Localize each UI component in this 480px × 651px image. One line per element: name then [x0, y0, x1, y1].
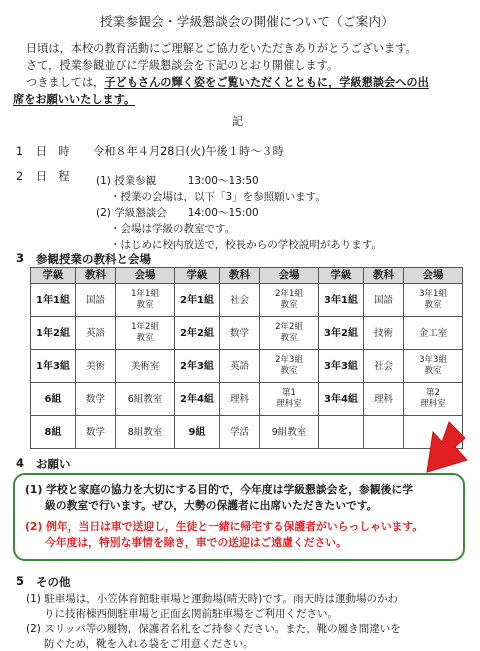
table-cell: 技術 — [364, 317, 404, 350]
notice-line-2: 級の教室で行います。ぜひ，大勢の保護者に出席いただきたいです。 — [45, 499, 378, 512]
table-row — [31, 284, 463, 317]
intro-line-3 — [26, 74, 429, 91]
table-cell: 3年3組 — [319, 350, 364, 383]
table-cell — [319, 416, 364, 449]
sec5-line-3: (2) スリッパ等の履物，保護者名札をご持参ください。また，靴の履き間違いを — [26, 623, 401, 635]
notice-line-4: 今年度は，特別な事情を除き，車での送迎はご遠慮ください。 — [45, 536, 347, 549]
table-cell: 2年2組 教室 — [260, 317, 319, 350]
table-cell: 1年3組 — [31, 350, 76, 383]
sec3-heading: 参観授業の教科と会場 — [36, 252, 151, 266]
sec2-item-5: ・はじめに校内放送で，校長からの学校説明があります。 — [110, 239, 382, 251]
sec2-item-1: (1) 授業参観 13:00～13:50 — [96, 175, 259, 187]
table-cell: 国語 — [76, 284, 116, 317]
sec4-heading: お願い — [36, 457, 71, 471]
intro-emphasis: 子どもさんの輝く姿をご覧いただくとともに，学級懇談会への出 — [104, 76, 429, 89]
header-cell: 教科 — [76, 268, 116, 284]
sec1-num: 1 — [16, 145, 24, 158]
table-row — [31, 383, 463, 416]
header-cell: 会場 — [260, 268, 319, 284]
sec3-num: 3 — [16, 251, 25, 265]
table-cell: 第2 理科室 — [404, 383, 463, 416]
table-cell: 社会 — [364, 350, 404, 383]
table-cell: 2年4組 — [175, 383, 220, 416]
table-cell: 数学 — [76, 383, 116, 416]
sec1-label: 日 時 — [36, 145, 70, 158]
sec5-line-4: 防ぐため，靴を入れる袋をご用意ください。 — [44, 638, 254, 650]
header-cell: 学級 — [319, 268, 364, 284]
venue-table — [30, 267, 463, 449]
table-cell: 理科 — [220, 383, 260, 416]
sec5-line-1: (1) 駐車場は，小笠体育館駐車場と運動場(晴天時)です。雨天時は運動場のかわ — [26, 593, 399, 605]
notice-line-3: (2) 例年，当日は車で送迎し，生徒と一緒に帰宅する保護者がいらっしゃいます。 — [25, 520, 424, 533]
intro-lead: つきましては， — [26, 76, 105, 89]
table-cell: 英語 — [76, 317, 116, 350]
header-cell: 教科 — [220, 268, 260, 284]
table-row — [31, 317, 463, 350]
intro-line-4: 席をお願いいたします。 — [13, 93, 136, 106]
table-row — [31, 416, 463, 449]
header-cell: 学級 — [175, 268, 220, 284]
table-cell: 9組教室 — [260, 416, 319, 449]
intro-line-1: 日頃は，本校の教育活動にご理解とご協力をいただきありがとうございます。 — [26, 42, 417, 55]
sec5-line-2: りに技術棟西側駐車場と正面玄関前駐車場をご利用ください。 — [44, 608, 338, 620]
header-cell: 教科 — [364, 268, 404, 284]
sec2-item-3: (2) 学級懇談会 14:00～15:00 — [96, 207, 259, 219]
sec2-num: 2 — [16, 170, 24, 183]
notice-box — [13, 473, 465, 561]
sec5-heading: その他 — [36, 575, 71, 589]
table-cell: 2年3組 — [175, 350, 220, 383]
header-cell: 会場 — [404, 268, 463, 284]
header-cell: 会場 — [116, 268, 175, 284]
table-cell: 2年3組 教室 — [260, 350, 319, 383]
table-cell: 3年2組 — [319, 317, 364, 350]
table-cell: 数学 — [220, 317, 260, 350]
table-cell: 数学 — [76, 416, 116, 449]
intro-line-2: さて，授業参観並びに学級懇談会を下記のとおり開催します。 — [26, 59, 339, 72]
table-cell: 8組教室 — [116, 416, 175, 449]
red-arrow-icon — [415, 420, 470, 478]
table-cell: 3年3組 教室 — [404, 350, 463, 383]
sec2-item-2: ・授業の会場は，以下「3」を参照願います。 — [110, 191, 326, 203]
table-cell: 8組 — [31, 416, 76, 449]
table-cell: 美術室 — [116, 350, 175, 383]
sec2-item-4: ・会場は学級の教室です。 — [110, 223, 236, 235]
table-cell: 美術 — [76, 350, 116, 383]
venue-table-head — [31, 268, 463, 284]
table-cell: 1年1組 — [31, 284, 76, 317]
table-cell: 9組 — [175, 416, 220, 449]
table-cell: 1年2組 教室 — [116, 317, 175, 350]
table-cell — [364, 416, 404, 449]
table-cell: 金工室 — [404, 317, 463, 350]
table-cell: 理科 — [364, 383, 404, 416]
table-cell: 英語 — [220, 350, 260, 383]
sec5-num: 5 — [16, 574, 25, 588]
table-cell: 1年1組 教室 — [116, 284, 175, 317]
table-cell: 学活 — [220, 416, 260, 449]
sec4-num: 4 — [16, 456, 25, 470]
venue-table-body — [31, 284, 463, 449]
table-cell: 6組教室 — [116, 383, 175, 416]
table-cell: 国語 — [364, 284, 404, 317]
table-cell: 3年1組 教室 — [404, 284, 463, 317]
table-cell: 2年1組 — [175, 284, 220, 317]
sec1-value: 令和８年４月28日(火)午後１時～３時 — [93, 145, 284, 158]
table-cell: 社会 — [220, 284, 260, 317]
ki-mark: 記 — [232, 115, 244, 128]
header-cell: 学級 — [31, 268, 76, 284]
table-cell: 6組 — [31, 383, 76, 416]
table-cell: 2年2組 — [175, 317, 220, 350]
table-row — [31, 350, 463, 383]
table-cell: 3年1組 — [319, 284, 364, 317]
table-cell: 第1 理科室 — [260, 383, 319, 416]
table-cell: 3年4組 — [319, 383, 364, 416]
page-title: 授業参観会・学級懇談会の開催について（ご案内） — [100, 14, 395, 29]
table-cell: 1年2組 — [31, 317, 76, 350]
table-cell: 2年1組 教室 — [260, 284, 319, 317]
notice-line-1: (1) 学校と家庭の協力を大切にする目的で，今年度は学級懇談会を，参観後に学 — [25, 483, 414, 496]
sec2-label: 日 程 — [36, 170, 70, 183]
